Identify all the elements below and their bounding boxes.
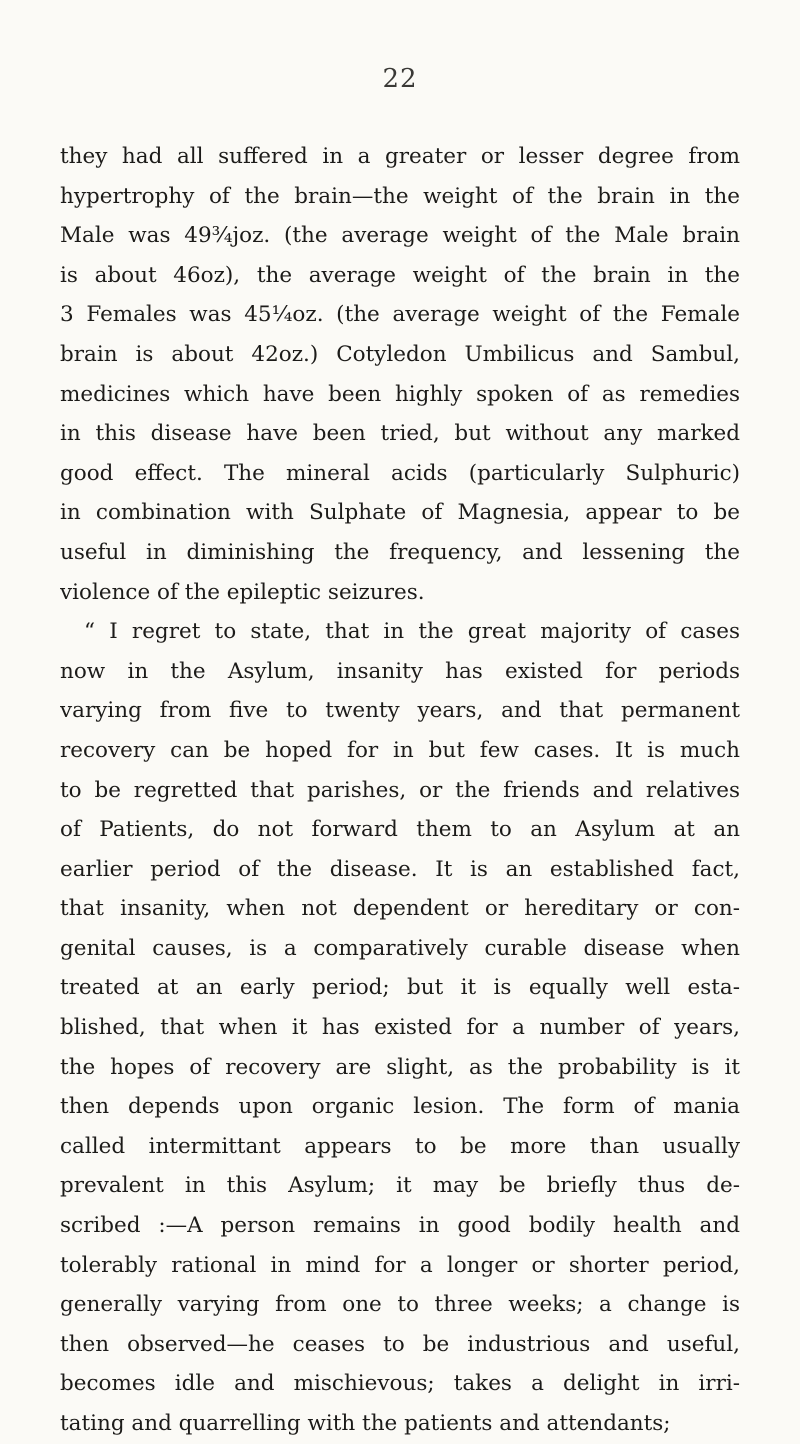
text-line: brain is about 42oz.) Cotyledon Umbilicus and Sambul, (60, 341, 740, 367)
text-line: the hopes of recovery are slight, as the probability is it (60, 1054, 740, 1080)
text-line: scribed :—A person remains in good bodily health and (60, 1213, 740, 1239)
text-line: genital causes, is a comparatively curable disease when (60, 935, 740, 961)
text-line: called intermittant appears to be more than usually (60, 1133, 740, 1159)
body-text (60, 137, 740, 1444)
text-line: recovery can be hoped for in but few cases. It is much (60, 737, 740, 763)
text-line: generally varying from one to three weeks; a change is (60, 1292, 740, 1318)
text-line: becomes idle and mischievous; takes a delight in irri- (60, 1371, 740, 1397)
text-line: 3 Females was 45¼oz. (the average weight of the Female (60, 302, 740, 328)
text-line: hypertrophy of the brain—the weight of the brain in the (60, 183, 740, 209)
page-number: 22 (382, 64, 418, 94)
text-line: is about 46oz), the average weight of the brain in the (60, 262, 740, 288)
text-line: of Patients, do not forward them to an Asylum at an (60, 817, 740, 843)
text-line: in combination with Sulphate of Magnesia, appear to be (60, 500, 740, 526)
text-line: that insanity, when not dependent or hereditary or con- (60, 896, 740, 922)
text-line: prevalent in this Asylum; it may be briefly thus de- (60, 1173, 740, 1199)
text-line: then observed—he ceases to be industrious and useful, (60, 1331, 740, 1357)
text-line: in this disease have been tried, but without any marked (60, 421, 740, 447)
text-line: “ I regret to state, that in the great majority of cases (84, 619, 740, 645)
text-line: tating and quarrelling with the patients and attendants; (60, 1411, 671, 1436)
text-line: medicines which have been highly spoken of as remedies (60, 381, 740, 407)
text-line: now in the Asylum, insanity has existed for periods (60, 658, 740, 684)
text-line: varying from five to twenty years, and that permanent (60, 698, 740, 724)
text-line: to be regretted that parishes, or the friends and relatives (60, 777, 740, 803)
text-line: blished, that when it has existed for a number of years, (60, 1015, 740, 1041)
text-line: tolerably rational in mind for a longer or shorter period, (60, 1252, 740, 1278)
text-line: Male was 49¾joz. (the average weight of the Male brain (60, 223, 740, 249)
text-line: earlier period of the disease. It is an established fact, (60, 856, 740, 882)
text-line: they had all suffered in a greater or lesser degree from (60, 144, 740, 169)
text-line: violence of the epileptic seizures. (60, 579, 425, 605)
text-line: treated at an early period; but it is equally well esta- (60, 975, 740, 1001)
text-line: useful in diminishing the frequency, and lessening the (60, 539, 740, 565)
text-line: then depends upon organic lesion. The form of mania (60, 1094, 740, 1120)
text-line: good effect. The mineral acids (particularly Sulphuric) (60, 460, 740, 486)
